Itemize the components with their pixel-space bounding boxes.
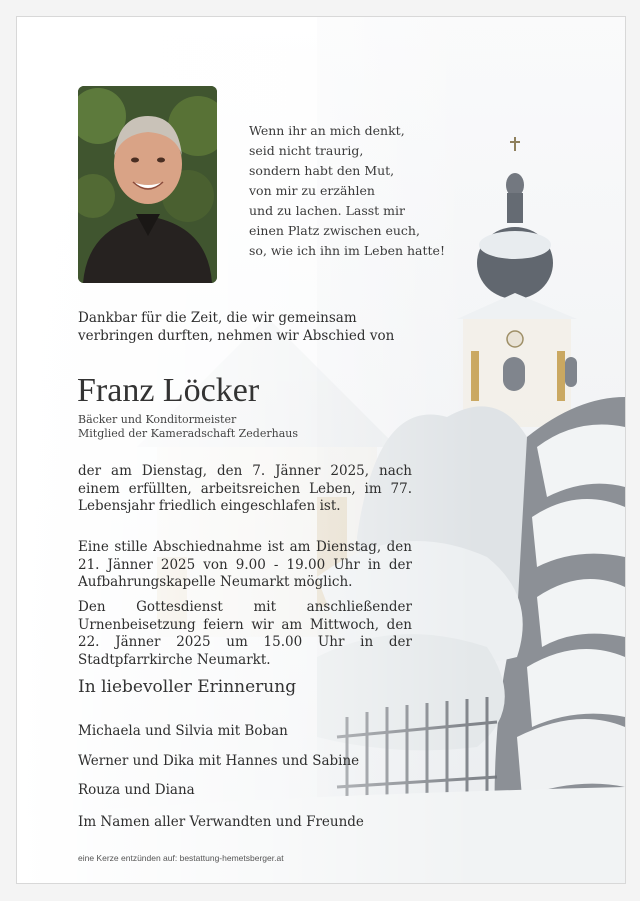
obituary-card [16, 16, 626, 884]
poem-line: von mir zu erzählen [249, 183, 375, 198]
deceased-name: Franz Löcker [77, 372, 260, 409]
poem-line: sondern habt den Mut, [249, 163, 395, 178]
death-paragraph: der am Dienstag, den 7. Jänner 2025, nach einem erfüllten, arbeitsreichen Leben, im 77. Lebensjahr friedlich eingeschlafen ist. [78, 463, 412, 514]
mourner-line: Rouza und Diana [78, 782, 195, 798]
occupation: Bäcker und Konditormeister [78, 413, 237, 426]
poem [249, 121, 549, 261]
mourner-line: Michaela und Silvia mit Boban [78, 723, 288, 739]
intro-text: Dankbar für die Zeit, die wir gemeinsam verbringen durften, nehmen wir Abschied von [78, 310, 395, 344]
poem-line: Wenn ihr an mich denkt, [249, 123, 405, 138]
portrait-image [78, 86, 217, 283]
portrait-photo [78, 86, 217, 283]
poem-line: und zu lachen. Lasst mir [249, 203, 405, 218]
poem-line: einen Platz zwischen euch, [249, 223, 420, 238]
farewell-paragraph: Eine stille Abschiednahme ist am Dienstag, den 21. Jänner 2025 von 9.00 - 19.00 Uhr in der Aufbahrungskapelle Neumarkt möglich. [78, 539, 412, 590]
mourner-line: Im Namen aller Verwandten und Freunde [78, 814, 364, 830]
poem-line: seid nicht traurig, [249, 143, 364, 158]
mourner-line: Werner und Dika mit Hannes und Sabine [78, 753, 360, 769]
deceased-subtitle [78, 413, 298, 441]
poem-line: so, wie ich ihn im Leben hatte! [249, 243, 445, 258]
membership: Mitglied der Kameradschaft Zederhaus [78, 427, 298, 440]
memory-heading: In liebevoller Erinnerung [78, 677, 297, 697]
service-paragraph: Den Gottesdienst mit anschließender Urnenbeisetzung feiern wir am Mittwoch, den 22. Jänner 2025 um 15.00 Uhr in der Stadtpfarrkirche Neumarkt. [78, 599, 412, 668]
candle-link-footer[interactable]: eine Kerze entzünden auf: bestattung-hemetsberger.at [78, 853, 284, 863]
